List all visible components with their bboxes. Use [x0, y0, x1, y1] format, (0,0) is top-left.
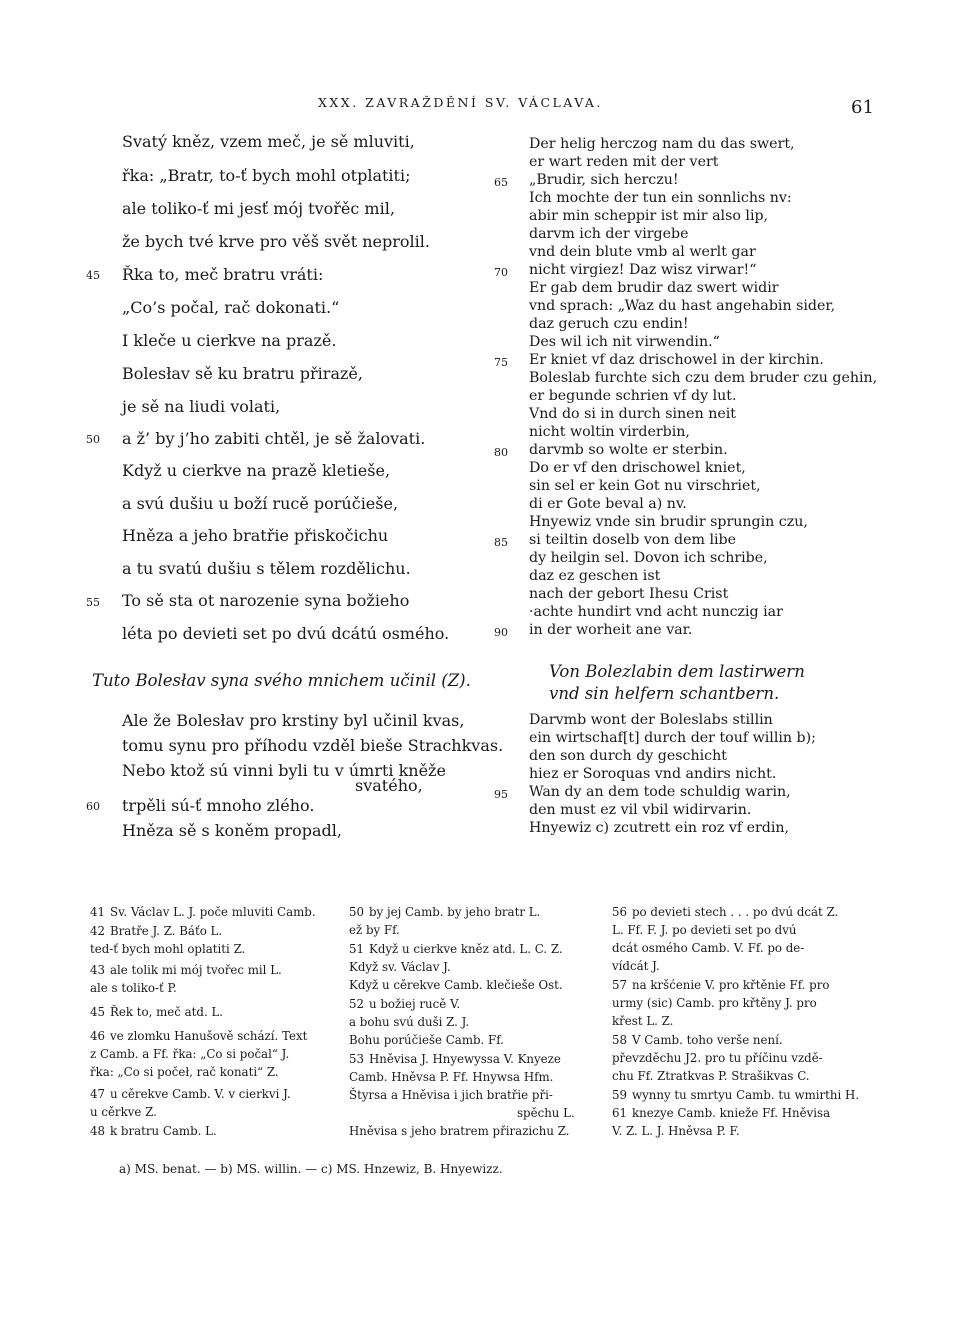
- note-text: ve zlomku Hanušově schází. Text: [110, 1029, 308, 1043]
- note-text: knezye Camb. knieže Ff. Hněvisa: [632, 1106, 831, 1120]
- german-verse: er begunde schrien vf dy lut.: [529, 388, 737, 404]
- note-number: 51: [349, 942, 365, 956]
- german-section-title: Von Bolezlabin dem lastirwern: [549, 662, 805, 681]
- note-text: Štyrsa a Hněvisa i jich bratřie při-: [349, 1088, 553, 1102]
- german-verse: Ich mochte der tun ein sonnlichs nv:: [529, 190, 792, 206]
- note-number: 58: [612, 1033, 628, 1047]
- note-text: Když u cěrekve Camb. klečieše Ost.: [349, 978, 563, 992]
- czech-verse: trpěli sú-ť mnoho zlého.: [122, 796, 315, 815]
- note-entry: [349, 942, 563, 956]
- german-verse: si teiltin doselb von dem libe: [529, 532, 737, 548]
- note-number: 45: [90, 1005, 106, 1019]
- german-verse: vnd sprach: „Waz du hast angehabin sider,: [529, 298, 836, 314]
- line-number: 90: [494, 626, 508, 639]
- german-verse: Der helig herczog nam du das swert,: [529, 136, 795, 152]
- german-verse: abir min scheppir ist mir also lip,: [529, 208, 769, 224]
- note-text: Bohu porúčieše Camb. Ff.: [349, 1033, 504, 1047]
- czech-verse: To sě sta ot narozenie syna božieho: [122, 591, 410, 610]
- line-number: 65: [494, 176, 508, 189]
- czech-verse: Řka to, meč bratru vráti:: [122, 265, 324, 284]
- czech-verse: Hněza sě s koněm propadl,: [122, 821, 342, 840]
- page-header: [0, 95, 960, 118]
- note-number: 42: [90, 924, 106, 938]
- note-number: 41: [90, 905, 106, 919]
- czech-verse-overflow: svatého,: [355, 776, 423, 795]
- czech-verse: a svú dušiu u boží rucě porúčieše,: [122, 494, 399, 513]
- german-verse: darvmb so wolte er sterbin.: [529, 442, 728, 458]
- running-title: XXX. ZAVRAŽDĚNÍ SV. VÁCLAVA.: [318, 95, 603, 110]
- german-verse: Er gab dem brudir daz swert widir: [529, 280, 779, 296]
- german-section-title: vnd sin helfern schantbern.: [549, 684, 780, 703]
- note-text: a bohu svú duši Z. J.: [349, 1015, 470, 1029]
- note-text: dcát osmého Camb. V. Ff. po de-: [612, 941, 805, 955]
- note-text: na kršćenie V. pro křtěnie Ff. pro: [632, 978, 830, 992]
- czech-verse: ale toliko-ť mi jesť mój tvořěc mil,: [122, 199, 395, 218]
- german-verse: daz ez geschen ist: [529, 568, 661, 584]
- german-verse: vnd dein blute vmb al werlt gar: [529, 244, 756, 260]
- note-text: urmy (sic) Camb. pro křtěny J. pro: [612, 996, 817, 1010]
- note-text: vídcát J.: [612, 959, 660, 973]
- note-number: 47: [90, 1087, 106, 1101]
- note-text: Camb. Hněvsa P. Ff. Hnywsa Hfm.: [349, 1070, 554, 1084]
- german-verse: Hnyewiz c) zcutrett ein roz vf erdin,: [529, 820, 790, 836]
- note-entry: [612, 1106, 830, 1120]
- german-verse: daz geruch czu endin!: [529, 316, 689, 332]
- note-text: řka: „Co si počeł, rač konati“ Z.: [90, 1065, 279, 1079]
- note-text: u božiej rucě V.: [369, 997, 461, 1011]
- note-entry: [90, 1005, 223, 1019]
- note-entry: [90, 963, 282, 977]
- note-text: Když sv. Václav J.: [349, 960, 451, 974]
- note-entry: [90, 1029, 307, 1043]
- czech-verse: je sě na liudi volati,: [122, 397, 281, 416]
- note-number: 50: [349, 905, 365, 919]
- note-text: Sv. Václav L. J. poče mluviti Camb.: [110, 905, 316, 919]
- czech-verse: léta po devieti set po dvú dcátú osmého.: [122, 624, 450, 643]
- note-text: Bratře J. Z. Báťo L.: [110, 924, 223, 938]
- note-text: Když u cierkve kněz atd. L. C. Z.: [369, 942, 563, 956]
- german-verse: in der worheit ane var.: [529, 622, 693, 638]
- note-text: L. Ff. F. J. po devieti set po dvú: [612, 923, 797, 937]
- note-number: 48: [90, 1124, 106, 1138]
- czech-verse: řka: „Bratr, to-ť bych mohl otplatiti;: [122, 166, 411, 185]
- line-number: 55: [86, 596, 100, 609]
- note-text: ež by Ff.: [349, 923, 400, 937]
- german-verse: Darvmb wont der Boleslabs stillin: [529, 712, 773, 728]
- german-verse: er wart reden mit der vert: [529, 154, 719, 170]
- note-text: chu Ff. Ztratkvas P. Strašikvas C.: [612, 1069, 810, 1083]
- note-text: Hněvisa s jeho bratrem přirazichu Z.: [349, 1124, 570, 1138]
- note-entry: [90, 1124, 217, 1138]
- czech-verse: že bych tvé krve pro věš svět neprolil.: [122, 232, 430, 251]
- line-number: 95: [494, 788, 508, 801]
- note-entry: [612, 905, 838, 919]
- line-number: 85: [494, 536, 508, 549]
- note-text: Hněvisa J. Hnyewyssa V. Knyeze: [369, 1052, 561, 1066]
- czech-verse: a tu svatú dušiu s tělem rozdělichu.: [122, 559, 411, 578]
- note-entry: [90, 905, 316, 919]
- german-verse: nicht woltin virderbin,: [529, 424, 690, 440]
- note-text: převzděchu J2. pro tu příčinu vzdě-: [612, 1051, 823, 1065]
- german-verse: Boleslab furchte sich czu dem bruder czu gehin,: [529, 370, 878, 386]
- note-entry: [90, 1087, 291, 1101]
- note-text: z Camb. a Ff. řka: „Co si počal“ J.: [90, 1047, 290, 1061]
- german-verse: dy heilgin sel. Dovon ich schribe,: [529, 550, 768, 566]
- note-entry: [90, 924, 222, 938]
- czech-verse: Hněza a jeho bratřie přiskočichu: [122, 526, 389, 545]
- german-verse: den son durch dy geschicht: [529, 748, 727, 764]
- note-text: k bratru Camb. L.: [110, 1124, 217, 1138]
- line-number: 50: [86, 433, 100, 446]
- czech-verse: Když u cierkve na prazě kletieše,: [122, 461, 391, 480]
- note-entry: [612, 1033, 783, 1047]
- note-text: wynny tu smrtyu Camb. tu wmirthi H.: [632, 1088, 860, 1102]
- czech-section-title: Tuto Bolesłav syna svého mnichem učinil (Z).: [92, 671, 471, 690]
- note-number: 53: [349, 1052, 365, 1066]
- line-number: 45: [86, 269, 100, 282]
- german-verse: Er kniet vf daz drischowel in der kirchin.: [529, 352, 824, 368]
- german-verse: sin sel er kein Got nu virschriet,: [529, 478, 761, 494]
- german-verse: „Brudir, sich herczu!: [529, 172, 679, 188]
- note-number: 46: [90, 1029, 106, 1043]
- czech-verse: Nebo ktož sú vinni byli tu v úmrti kněže: [122, 761, 446, 780]
- czech-verse: I kleče u cierkve na prazě.: [122, 331, 337, 350]
- note-text: Řek to, meč atd. L.: [110, 1005, 224, 1019]
- note-entry: [349, 905, 540, 919]
- german-verse: Des wil ich nit virwendin.“: [529, 334, 720, 350]
- note-text: u cěrekve Camb. V. v cierkvi J.: [110, 1087, 291, 1101]
- note-text: by jej Camb. by jeho bratr L.: [369, 905, 541, 919]
- german-verse: ·achte hundirt vnd acht nunczig iar: [529, 604, 783, 620]
- note-text: V. Z. L. J. Hněvsa P. F.: [612, 1124, 740, 1138]
- note-number: 61: [612, 1106, 628, 1120]
- german-verse: di er Gote beval a) nv.: [529, 496, 687, 512]
- german-verse: den must ez vil vbil widirvarin.: [529, 802, 752, 818]
- german-verse: nach der gebort Ihesu Crist: [529, 586, 729, 602]
- line-number: 75: [494, 356, 508, 369]
- note-text: křest L. Z.: [612, 1014, 674, 1028]
- german-verse: Do er vf den drischowel kniet,: [529, 460, 746, 476]
- german-verse: Wan dy an dem tode schuldig warin,: [529, 784, 791, 800]
- german-verse: darvm ich der virgebe: [529, 226, 689, 242]
- czech-verse: a ž’ by j’ho zabiti chtěl, je sě žalovati.: [122, 429, 426, 448]
- note-text: V Camb. toho verše není.: [632, 1033, 783, 1047]
- note-text: ale tolik mi mój tvořec mil L.: [110, 963, 282, 977]
- czech-verse: Svatý kněz, vzem meč, je sě mluviti,: [122, 132, 415, 151]
- note-text: spěchu L.: [517, 1106, 575, 1120]
- czech-verse: tomu synu pro příhodu vzděl bieše Strachkvas.: [122, 736, 504, 755]
- german-verse: nicht virgiez! Daz wisz virwar!“: [529, 262, 757, 278]
- german-verse: Hnyewiz vnde sin brudir sprungin czu,: [529, 514, 808, 530]
- note-text: ted-ť bych mohl oplatiti Z.: [90, 942, 246, 956]
- note-number: 59: [612, 1088, 628, 1102]
- german-verse: Vnd do si in durch sinen neit: [529, 406, 736, 422]
- note-number: 57: [612, 978, 628, 992]
- czech-verse: „Co’s počal, rač dokonati.“: [122, 298, 340, 317]
- note-entry: [349, 1052, 561, 1066]
- line-number: 70: [494, 266, 508, 279]
- german-verse: hiez er Soroquas vnd andirs nicht.: [529, 766, 777, 782]
- line-number: 80: [494, 446, 508, 459]
- note-text: po devieti stech . . . po dvú dcát Z.: [632, 905, 839, 919]
- note-entry: [612, 978, 829, 992]
- line-number: 60: [86, 800, 100, 813]
- note-text: u cěrkve Z.: [90, 1105, 157, 1119]
- note-number: 52: [349, 997, 365, 1011]
- manuscript-footnotes: a) MS. benat. — b) MS. willin. — c) MS. Hnzewiz, B. Hnyewizz.: [119, 1162, 503, 1176]
- note-number: 43: [90, 963, 106, 977]
- note-text: ale s toliko-ť P.: [90, 981, 177, 995]
- czech-verse: Ale že Bolesłav pro krstiny byl učinil kvas,: [122, 711, 465, 730]
- german-verse: ein wirtschaf[t] durch der touf willin b);: [529, 730, 816, 746]
- note-entry: [349, 997, 460, 1011]
- czech-verse: Bolesłav sě ku bratru přirazě,: [122, 364, 363, 383]
- note-entry: [612, 1088, 859, 1102]
- note-number: 56: [612, 905, 628, 919]
- page-number: 61: [851, 97, 874, 118]
